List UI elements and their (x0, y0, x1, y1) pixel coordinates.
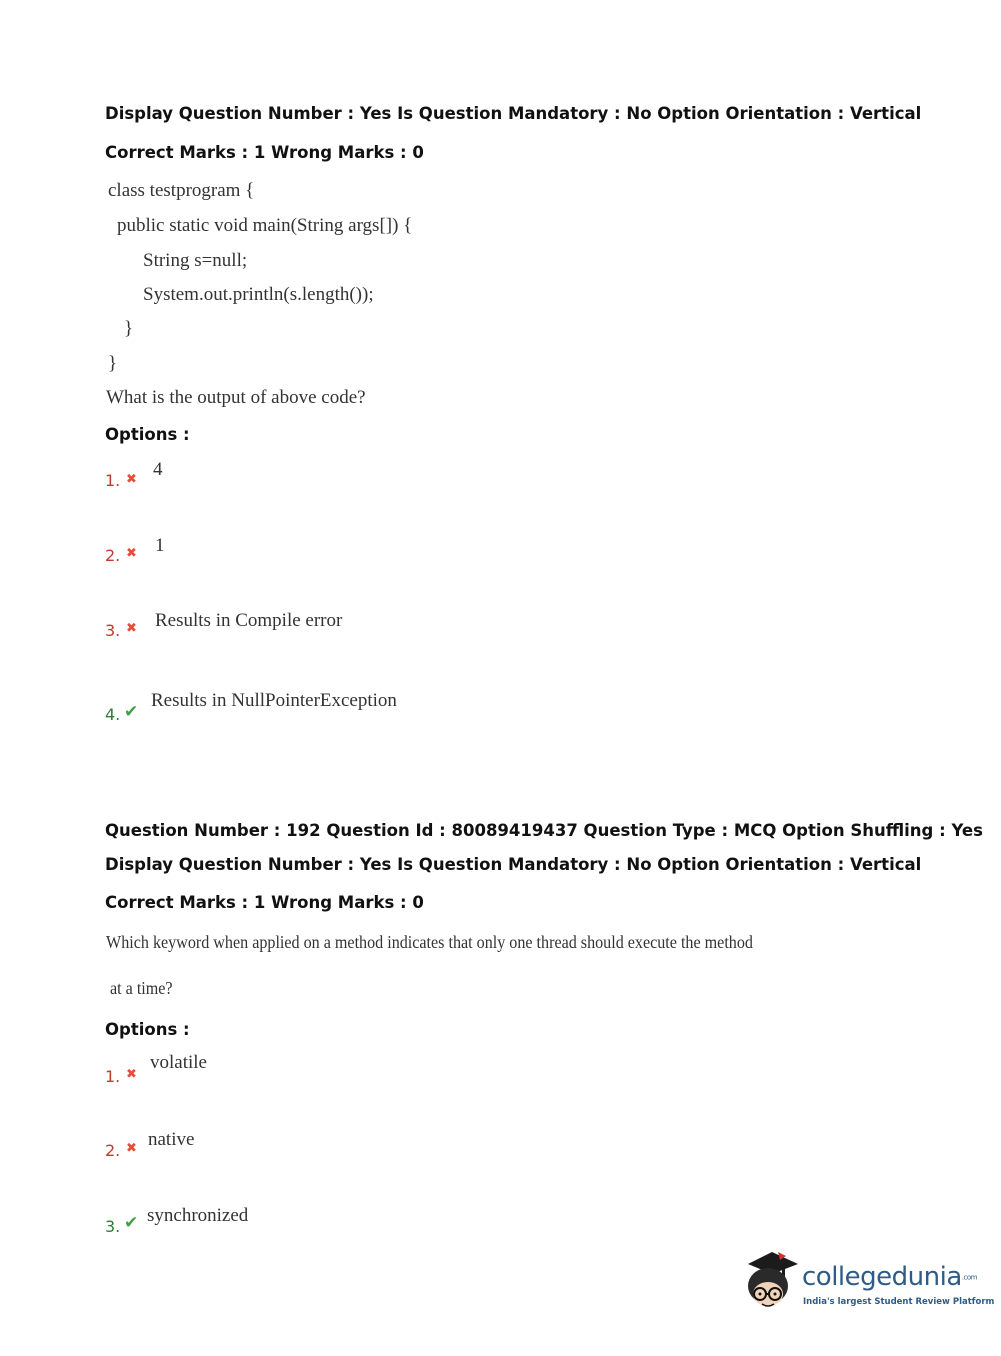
q2-meta-header: Question Number : 192 Question Id : 80089419437 Question Type : MCQ Option Shuffling : Yes (105, 821, 983, 840)
q2-option-3-number: 3. (105, 1217, 121, 1236)
code-line-5: } (124, 318, 134, 339)
q1-question-text: What is the output of above code? (106, 387, 366, 408)
q2-meta-display: Display Question Number : Yes Is Question Mandatory : No Option Orientation : Vertical (105, 855, 922, 874)
q2-option-1-text: volatile (150, 1052, 207, 1073)
wrong-mark-icon: ✖ (126, 621, 137, 636)
q2-options-label: Options : (105, 1020, 190, 1039)
q2-question-line-2: at a time? (110, 978, 173, 998)
check-mark-icon: ✔ (124, 702, 139, 722)
wrong-mark-icon: ✖ (126, 546, 137, 561)
q1-option-3-number: 3. (105, 621, 121, 640)
q1-meta-marks: Correct Marks : 1 Wrong Marks : 0 (105, 143, 424, 162)
collegedunia-logo (742, 1250, 995, 1320)
wrong-mark-icon: ✖ (126, 1141, 137, 1156)
q1-option-1-number: 1. (105, 471, 121, 490)
q1-meta-display: Display Question Number : Yes Is Question Mandatory : No Option Orientation : Vertical (105, 104, 922, 123)
q1-option-2-text: 1 (155, 535, 165, 556)
check-mark-icon: ✔ (124, 1213, 139, 1233)
q1-option-4-number: 4. (105, 705, 121, 724)
code-line-2: public static void main(String args[]) { (117, 215, 413, 236)
q2-meta-marks: Correct Marks : 1 Wrong Marks : 0 (105, 893, 424, 912)
code-line-1: class testprogram { (108, 180, 255, 201)
mascot-icon (742, 1250, 802, 1320)
code-line-6: } (108, 353, 118, 374)
q1-option-2-number: 2. (105, 546, 121, 565)
logo-suffix: .com (961, 1273, 977, 1282)
q1-option-1-text: 4 (153, 459, 163, 480)
code-line-4: System.out.println(s.length()); (143, 284, 374, 305)
wrong-mark-icon: ✖ (126, 472, 137, 487)
wrong-mark-icon: ✖ (126, 1067, 137, 1082)
q2-option-2-text: native (148, 1129, 195, 1150)
logo-brand-text: collegedunia (802, 1262, 962, 1292)
q1-option-4-text: Results in NullPointerException (151, 690, 397, 711)
q2-option-2-number: 2. (105, 1141, 121, 1160)
q2-option-3-text: synchronized (147, 1205, 249, 1226)
logo-wordmark (802, 1262, 977, 1292)
code-line-3: String s=null; (143, 250, 248, 271)
q1-options-label: Options : (105, 425, 190, 444)
q2-question-line-1: Which keyword when applied on a method indicates that only one thread should execute the method (106, 932, 753, 952)
q2-option-1-number: 1. (105, 1067, 121, 1086)
logo-tagline: India's largest Student Review Platform (803, 1297, 995, 1307)
q1-option-3-text: Results in Compile error (155, 610, 343, 631)
